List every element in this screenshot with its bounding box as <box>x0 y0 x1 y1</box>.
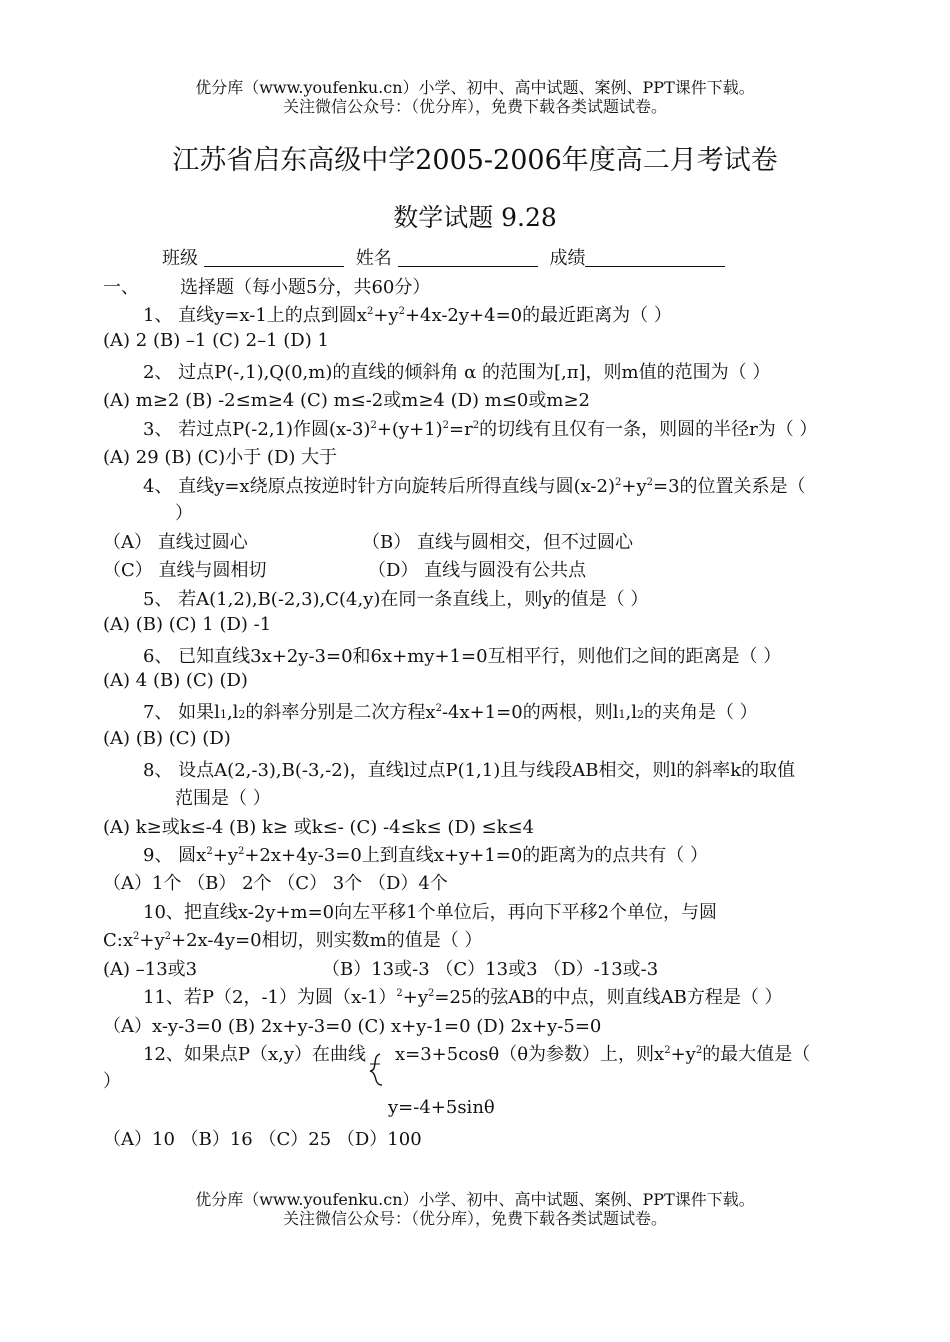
question-3-options: (A) 29 (B) (C)小于 (D) 大于 <box>103 447 338 468</box>
question-10-options-bcd: （B）13或-3 （C）13或3 （D）-13或-3 <box>322 959 659 980</box>
question-5: 5、 若A(1,2),B(-2,3),C(4,y)在同一条直线上，则y的值是（ ） <box>143 589 649 610</box>
question-10: 10、把直线x-2y+m=0向左平移1个单位后，再向下平移2个单位，与圆 <box>143 902 718 923</box>
question-8-options: (A) k≥或k≤-4 (B) k≥ 或k≤- (C) -4≤k≤ (D) ≤k≤4 <box>103 817 535 838</box>
class-label: 班级 <box>162 248 198 269</box>
question-2-options: (A) m≥2 (B) -2≤m≥4 (C) m≤-2或m≥4 (D) m≤0或m≥2 <box>103 390 590 411</box>
question-4-option-c: （C） 直线与圆相切 <box>103 560 267 581</box>
brace-icon <box>368 1052 388 1088</box>
footer-line-2: 关注微信公众号：（优分库），免费下载各类试题试卷。 <box>282 1209 667 1228</box>
question-1: 1、 直线y=x-1上的点到圆$x^2+y^2+4x-2y+4=0$的最近距离为（ ） <box>143 305 672 326</box>
page-subtitle: 数学试题 9.28 <box>393 203 557 232</box>
question-9: 9、 圆$x^2+y^2+2x+4y-3=0$上到直线x+y+1=0的距离为的点共有（ ） <box>143 845 708 866</box>
name-blank <box>398 248 538 267</box>
question-7: 7、 如果l1,l2的斜率分别是二次方程$x^2-4x+1=0$的两根，则l1,l2的夹角是（ ） <box>143 702 758 723</box>
question-9-options: （A）1个 （B） 2个 （C） 3个 （D）4个 <box>103 873 448 894</box>
score-blank <box>585 248 725 267</box>
question-10-option-a: (A) –13或3 <box>103 959 198 980</box>
header-line-2: 关注微信公众号：（优分库），免费下载各类试题试卷。 <box>282 97 667 116</box>
question-12-param-x: x=3+5cosθ（θ为参数）上，则$x^2+y^2$的最大值是（ <box>395 1044 811 1065</box>
page-title: 江苏省启东高级中学2005-2006年度高二月考试卷 <box>172 145 778 176</box>
question-4-option-a: （A） 直线过圆心 <box>103 532 248 553</box>
question-2: 2、 过点P(-,1),Q(0,m)的直线的倾斜角 α 的范围为[,π]，则m值的范围为（ ） <box>143 362 771 383</box>
question-12: 12、如果点P（x,y）在曲线 <box>143 1044 367 1065</box>
question-12-options: （A）10 （B）16 （C）25 （D）100 <box>103 1129 422 1150</box>
question-8-cont: 范围是（ ） <box>175 788 271 809</box>
question-1-options: (A) 2 (B) –1 (C) 2–1 (D) 1 <box>103 330 329 351</box>
question-8: 8、 设点A(2,-3),B(-3,-2)，直线l过点P(1,1)且与线段AB相交，则l的斜率k的取值 <box>143 760 796 781</box>
section-number: 一、 <box>103 277 139 298</box>
question-11: 11、若P（2，-1）为圆$(x-1)^2+y^2=25$的弦AB的中点，则直线AB方程是（ ） <box>143 987 783 1008</box>
question-4-option-d: （D） 直线与圆没有公共点 <box>368 560 587 581</box>
question-5-options: (A) (B) (C) 1 (D) -1 <box>103 614 272 635</box>
question-12-close: ） <box>103 1071 121 1092</box>
question-10-cont: $C:x^2+y^2+2x-4y=0$相切，则实数m的值是（ ） <box>103 930 483 951</box>
footer-line-1: 优分库（www.youfenku.cn）小学、初中、高中试题、案例、PPT课件下载。 <box>195 1190 755 1209</box>
question-4-close: ） <box>175 503 193 524</box>
question-4: 4、 直线y=x绕原点按逆时针方向旋转后所得直线与圆$(x-2)^2+y^2=3$的位置关系是（ <box>143 476 806 497</box>
question-6: 6、 已知直线3x+2y-3=0和6x+my+1=0互相平行，则他们之间的距离是（ ） <box>143 646 782 667</box>
header-line-1: 优分库（www.youfenku.cn）小学、初中、高中试题、案例、PPT课件下载。 <box>195 78 755 97</box>
question-3: 3、 若过点P(-2,1)作圆$(x-3)^2+(y+1)^2=r^2$的切线有且仅有一条，则圆的半径r为（ ） <box>143 419 818 440</box>
section-heading: 选择题（每小题5分，共60分） <box>180 277 431 298</box>
class-blank <box>204 248 344 267</box>
question-12-param-y: y=-4+5sinθ <box>388 1097 495 1118</box>
info-line <box>162 244 731 270</box>
name-label: 姓名 <box>355 248 392 269</box>
question-6-options: (A) 4 (B) (C) (D) <box>103 670 248 691</box>
score-label: 成绩 <box>549 248 586 269</box>
question-7-options: (A) (B) (C) (D) <box>103 728 231 749</box>
question-4-option-b: （B） 直线与圆相交，但不过圆心 <box>362 532 633 553</box>
question-11-options: （A）x-y-3=0 (B) 2x+y-3=0 (C) x+y-1=0 (D) 2x+y-5=0 <box>103 1016 602 1037</box>
